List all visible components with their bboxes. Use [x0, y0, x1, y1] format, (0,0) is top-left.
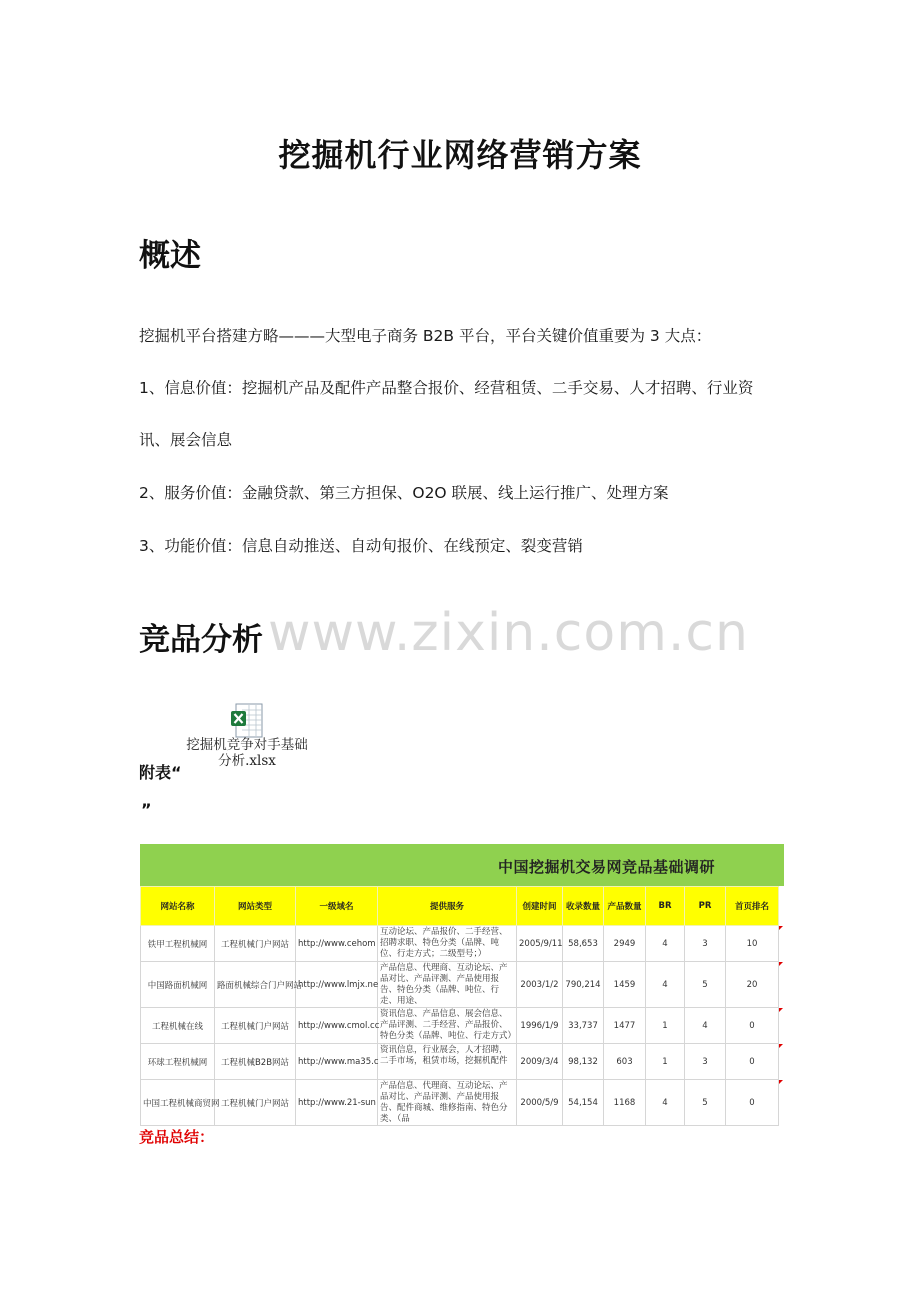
cell-type: 工程机械门户网站 [215, 1008, 296, 1044]
table-row [141, 926, 785, 962]
cell-domain: http://www.cehom [296, 926, 378, 962]
cell-created: 2003/1/2 [517, 962, 563, 1008]
cell-domain: http://www.21-sun [296, 1080, 378, 1126]
column-header-row [141, 887, 785, 926]
cell-products: 1168 [604, 1080, 646, 1126]
watermark: www.zixin.com.cn [268, 603, 749, 663]
cell-pr: 3 [685, 926, 726, 962]
cell-indexed: 98,132 [563, 1044, 604, 1080]
cell-name: 环球工程机械网 [141, 1044, 215, 1080]
cell-rank: 0 [726, 1044, 779, 1080]
cell-services: 资讯信息、产品信息、展会信息、产品评测、二手经营、产品报价、特色分类（品牌、吨位、行走方式） [378, 1008, 517, 1044]
comment-marker [779, 962, 785, 1008]
cell-services: 产品信息、代理商、互动论坛、产品对比、产品评测、产品使用报告、特色分类（品牌、吨位、行走、用途、 [378, 962, 517, 1008]
cell-br: 4 [646, 1080, 685, 1126]
col-header-indexed: 收录数量 [563, 887, 604, 926]
spreadsheet-title: 中国挖掘机交易网竞品基础调研 [498, 858, 716, 876]
cell-created: 2005/9/11 [517, 926, 563, 962]
cell-services: 资讯信息，行业展会，人才招聘，二手市场，租赁市场，挖掘机配件 [378, 1044, 517, 1080]
cell-type: 路面机械综合门户网站 [215, 962, 296, 1008]
col-header-type: 网站类型 [215, 887, 296, 926]
summary-label: 竞品总结： [139, 1128, 215, 1146]
col-header-domain: 一级域名 [296, 887, 378, 926]
cell-type: 工程机械门户网站 [215, 1080, 296, 1126]
cell-pr: 3 [685, 1044, 726, 1080]
document-title: 挖掘机行业网络营销方案 [278, 136, 642, 174]
table-row [141, 1080, 785, 1126]
excel-file-icon[interactable] [228, 702, 266, 740]
appendix-label: 附表“ [139, 763, 182, 782]
cell-pr: 5 [685, 962, 726, 1008]
cell-domain: http://www.cmol.cc [296, 1008, 378, 1044]
cell-pr: 5 [685, 1080, 726, 1126]
cell-br: 4 [646, 962, 685, 1008]
table-row [141, 1008, 785, 1044]
comment-marker [779, 1044, 785, 1080]
cell-domain: http://www.lmjx.ne [296, 962, 378, 1008]
cell-products: 2949 [604, 926, 646, 962]
attachment-caption[interactable]: 挖掘机竞争对手基础分析.xlsx [186, 737, 308, 769]
cell-indexed: 54,154 [563, 1080, 604, 1126]
cell-created: 1996/1/9 [517, 1008, 563, 1044]
cell-products: 1477 [604, 1008, 646, 1044]
competitor-table [140, 886, 785, 1126]
cell-rank: 10 [726, 926, 779, 962]
cell-name: 工程机械在线 [141, 1008, 215, 1044]
cell-rank: 20 [726, 962, 779, 1008]
col-header-created: 创建时间 [517, 887, 563, 926]
point-2: 2、服务价值：金融贷款、第三方担保、O2O 联展、线上运行推广、处理方案 [139, 484, 669, 502]
col-header-name: 网站名称 [141, 887, 215, 926]
cell-type: 工程机械B2B网站 [215, 1044, 296, 1080]
point-3: 3、功能价值：信息自动推送、自动旬报价、在线预定、裂变营销 [139, 537, 583, 555]
col-header-services: 提供服务 [378, 887, 517, 926]
cell-products: 603 [604, 1044, 646, 1080]
cell-created: 2009/3/4 [517, 1044, 563, 1080]
col-header-br: BR [646, 887, 685, 926]
cell-indexed: 790,214 [563, 962, 604, 1008]
cell-type: 工程机械门户网站 [215, 926, 296, 962]
cell-created: 2000/5/9 [517, 1080, 563, 1126]
cell-rank: 0 [726, 1080, 779, 1126]
cell-br: 4 [646, 926, 685, 962]
cell-name: 中国工程机械商贸网 [141, 1080, 215, 1126]
cell-indexed: 33,737 [563, 1008, 604, 1044]
table-row [141, 962, 785, 1008]
table-row [141, 1044, 785, 1080]
col-header-rank: 首页排名 [726, 887, 779, 926]
cell-name: 铁甲工程机械网 [141, 926, 215, 962]
competitor-spreadsheet [140, 844, 784, 1124]
comment-marker [779, 1008, 785, 1044]
cell-services: 产品信息、代理商、互动论坛、产品对比、产品评测、产品使用报告、配件商城、维修指南、特色分类、（品 [378, 1080, 517, 1126]
col-header-pr: PR [685, 887, 726, 926]
cell-services: 互动论坛、产品报价、二手经营、招聘求职、特色分类（品牌、吨位、行走方式；二级型号；） [378, 926, 517, 962]
cell-domain: http://www.ma35.c [296, 1044, 378, 1080]
cell-br: 1 [646, 1008, 685, 1044]
cell-rank: 0 [726, 1008, 779, 1044]
comment-marker [779, 1080, 785, 1126]
closing-quote: ” [141, 800, 152, 819]
cell-indexed: 58,653 [563, 926, 604, 962]
comment-marker [779, 926, 785, 962]
competitor-heading: 竞品分析 [139, 622, 263, 658]
col-header-products: 产品数量 [604, 887, 646, 926]
spreadsheet-title-bar [140, 844, 784, 886]
overview-heading: 概述 [139, 238, 201, 274]
cell-br: 1 [646, 1044, 685, 1080]
cell-products: 1459 [604, 962, 646, 1008]
col-header-spacer [779, 887, 785, 926]
point-1-line-1: 1、信息价值：挖掘机产品及配件产品整合报价、经营租赁、二手交易、人才招聘、行业资 [139, 379, 754, 397]
intro-paragraph: 挖掘机平台搭建方略———大型电子商务 B2B 平台，平台关键价值重要为 3 大点： [139, 327, 712, 345]
cell-name: 中国路面机械网 [141, 962, 215, 1008]
point-1-line-2: 讯、展会信息 [139, 431, 233, 449]
cell-pr: 4 [685, 1008, 726, 1044]
